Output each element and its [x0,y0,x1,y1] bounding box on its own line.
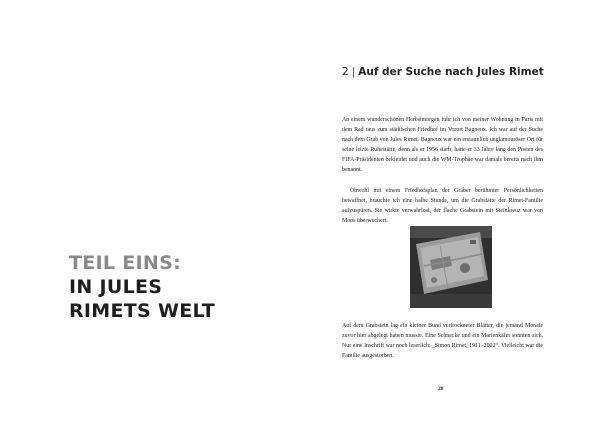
right-page [300,0,600,425]
chapter-number: 2 [342,66,349,78]
chapter-heading [342,66,544,78]
paragraph-2: Obwohl mit einem Friedhofsplan der Gräber berühmter Persönlichkeiten bewaffnet, brauchte ich eine halbe Stunde, um die Grabstätte der Rimet-Familie aufzuspüren. Sie wirkte verwahrlost, der flache Grabstein mit Steinkreuz war von Moos überwuchert. [342,188,543,225]
page-number: 28 [438,386,444,392]
part-title-line-1: IN JULES [69,276,163,298]
part-title [69,251,215,323]
part-label: TEIL EINS: [69,252,181,274]
gravestone-photo [410,226,492,308]
paragraph-1: An einem wunderschönen Herbstmorgen fuhr ich von meiner Wohnung in Paris mit dem Rad raus zum städtischen Friedhof im Vorort Bagneux. Ich war auf der Suche nach dem Grab von Jules Rimet. Bagneux war ein erstaunlich unglamouröser Ort für seine letzte Ruhestätte, denn als er 1956 starb, hatte er 33 Jahre lang den Posten des FIFA-Präsidenten bekleidet und auch die WM-Trophäe war damals bereits nach ihm benannt. [342,117,543,174]
paragraph-3: Auf dem Grabstein lag ein kleiner Bund vertrockneter Blätter, die jemand Monate zuvor hier abgelegt haben musste. Eine Schnecke und ein Marienkäfer sonnten sich. Nur eine Inschrift war noch leserlich: „Simon Rimet, 1911–2002“. Vielleicht war die Familie ausgestorben. [342,323,543,360]
part-title-line-2: RIMETS WELT [69,300,216,322]
chapter-title: Auf der Suche nach Jules Rimet [358,66,544,78]
chapter-separator: | [351,66,356,78]
